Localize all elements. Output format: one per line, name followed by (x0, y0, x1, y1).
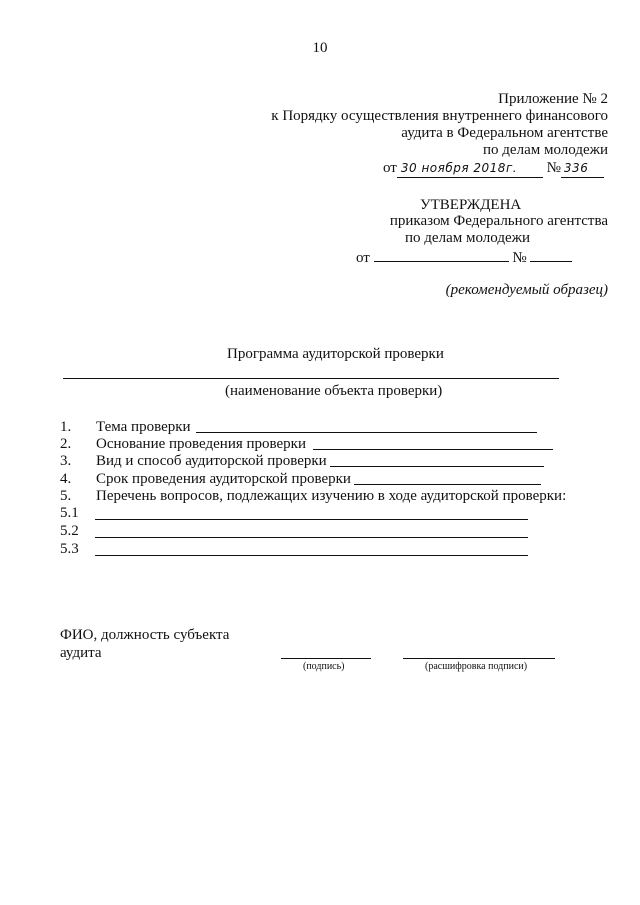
sub-item-number: 5.1 (60, 505, 79, 521)
item-text: Срок проведения аудиторской проверки (96, 471, 351, 487)
approval-line-1: приказом Федерального агентства (389, 213, 608, 229)
item-text: Основание проведения проверки (96, 436, 306, 452)
sub-item-fill-line[interactable] (95, 519, 528, 520)
signature-line[interactable] (281, 658, 371, 659)
approval-line-2: по делам молодежи (405, 230, 530, 246)
item-fill-line[interactable] (354, 484, 541, 485)
signature-caption: (подпись) (303, 661, 345, 672)
approval-title: УТВЕРЖДЕНА (420, 197, 522, 213)
appendix-number-prefix: № (546, 160, 561, 176)
signatory-label-line-2: аудита (60, 645, 102, 661)
item-number: 4. (60, 471, 72, 487)
item-text: Перечень вопросов, подлежащих изучению в ходе аудиторской проверки: (96, 488, 567, 504)
approval-number-blank[interactable] (530, 248, 572, 262)
sub-item-fill-line[interactable] (95, 555, 528, 556)
sub-item-number: 5.2 (60, 523, 79, 539)
page-number: 10 (312, 40, 328, 56)
item-text: Тема проверки (96, 419, 191, 435)
approval-date-blank[interactable] (374, 248, 509, 262)
appendix-line-3: по делам молодежи (483, 142, 608, 158)
appendix-line-2: аудита в Федеральном агентстве (401, 125, 608, 141)
item-fill-line[interactable] (313, 449, 553, 450)
list-item-3 (0, 453, 640, 473)
appendix-date-row (383, 160, 604, 178)
appendix-date-prefix: от (383, 160, 397, 176)
sub-item-number: 5.3 (60, 541, 79, 557)
item-fill-line[interactable] (196, 432, 537, 433)
appendix-number-handwritten: 336 (561, 160, 604, 178)
appendix-line-1: к Порядку осуществления внутреннего финансового (271, 108, 608, 124)
sub-item-fill-line[interactable] (95, 537, 528, 538)
item-number: 1. (60, 419, 72, 435)
signature-decode-line[interactable] (403, 658, 555, 659)
sub-item-5-2 (0, 523, 640, 541)
item-fill-line[interactable] (330, 466, 544, 467)
item-number: 5. (60, 488, 72, 504)
signatory-label-line-1: ФИО, должность субъекта (60, 627, 230, 643)
object-name-caption: (наименование объекта проверки) (225, 383, 443, 399)
appendix-title: Приложение № 2 (498, 91, 608, 107)
item-text: Вид и способ аудиторской проверки (96, 453, 327, 469)
recommended-sample-note: (рекомендуемый образец) (445, 282, 608, 298)
approval-number-prefix: № (512, 250, 527, 266)
item-number: 2. (60, 436, 72, 452)
signature-decode-caption: (расшифровка подписи) (425, 661, 528, 672)
approval-date-row (356, 248, 572, 267)
program-title: Программа аудиторской проверки (227, 346, 444, 362)
sub-item-5-1 (0, 505, 640, 523)
object-name-line[interactable] (63, 378, 559, 379)
appendix-date-handwritten: 30 ноября 2018г. (397, 160, 543, 178)
approval-date-prefix: от (356, 250, 370, 266)
item-number: 3. (60, 453, 72, 469)
sub-item-5-3 (0, 541, 640, 559)
